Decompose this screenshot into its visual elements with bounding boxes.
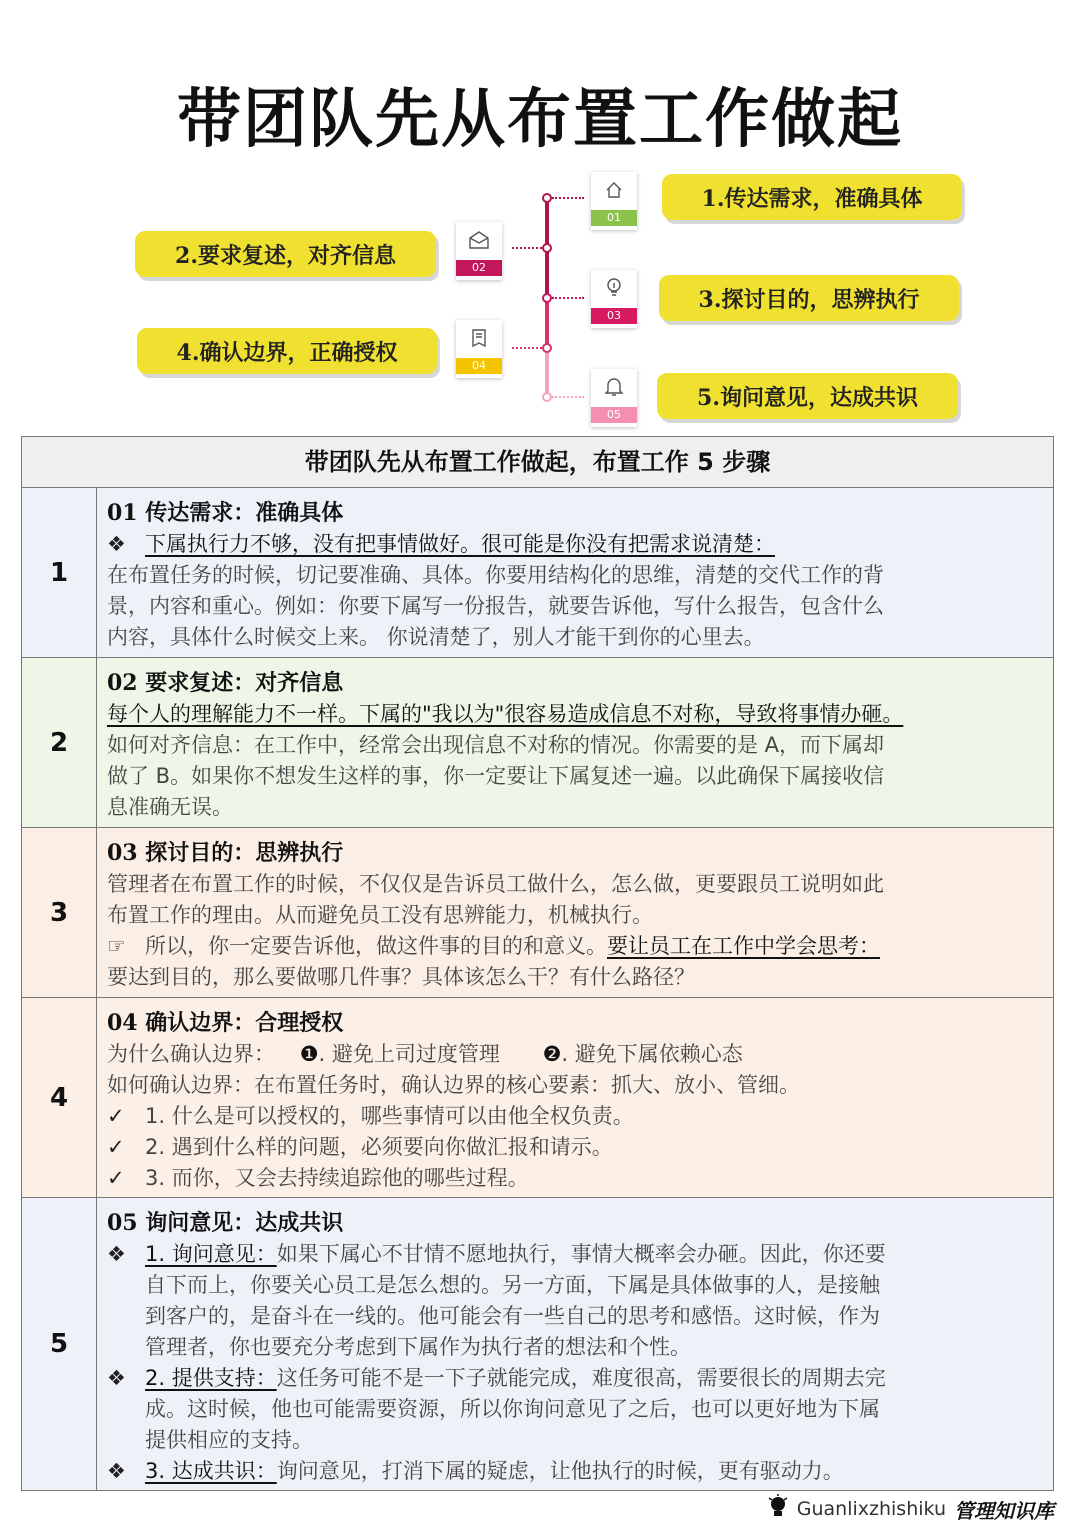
- home-icon: [591, 172, 637, 208]
- step-number: 01: [591, 210, 637, 226]
- checkmark-icon: ✓: [107, 1135, 125, 1159]
- timeline-segment: [545, 298, 549, 348]
- row-heading: 04 确认边界：合理授权: [107, 1010, 344, 1036]
- timeline-dot: [542, 193, 552, 203]
- footer-brand-name: 管理知识库: [954, 1498, 1054, 1523]
- body-line: 管理者，你也要充分考虑到下属作为执行者的想法和个性。: [145, 1335, 691, 1359]
- body-line: 提供相应的支持。: [145, 1428, 313, 1452]
- diamond-bullet-icon: ❖: [107, 1242, 126, 1266]
- body-line: 如何对齐信息：在工作中，经常会出现信息不对称的情况。你需要的是 A，而下属却: [107, 733, 885, 757]
- body-line: 做了 B。如果你不想发生这样的事，你一定要让下属复述一遍。以此确保下属接收信: [107, 764, 885, 788]
- table-row: [22, 1198, 1053, 1490]
- diamond-bullet-icon: ❖: [107, 532, 126, 556]
- body-text: . 避免下属依赖心态: [561, 1042, 743, 1066]
- row-heading: 02 要求复述：对齐信息: [107, 670, 344, 696]
- step-node-02: [456, 222, 502, 280]
- footer-handle: Guanlixzhishiku: [796, 1498, 946, 1520]
- body-line: 要达到目的，那么要做哪几件事？具体该怎么干？有什么路径？: [107, 965, 695, 989]
- timeline-dot: [542, 343, 552, 353]
- item-label: 1. 询问意见：: [145, 1242, 277, 1266]
- row-heading: 03 探讨目的：思辨执行: [107, 840, 344, 866]
- body-line: 息准确无误。: [107, 795, 233, 819]
- row-number: 2: [22, 658, 97, 827]
- step-node-04: [456, 320, 502, 378]
- diamond-bullet-icon: ❖: [107, 1459, 126, 1483]
- footer-brand: [767, 1494, 1054, 1524]
- connector: [512, 347, 542, 349]
- row-heading: 01 传达需求：准确具体: [107, 500, 344, 526]
- body-line: 景，内容和重心。例如：你要下属写一份报告，就要告诉他，写什么报告，包含什么: [107, 594, 884, 618]
- key-point: 下属执行力不够，没有把事情做好。很可能是你没有把需求说清楚：: [145, 532, 775, 556]
- table-row: [22, 488, 1053, 658]
- item-label: 3. 达成共识：: [145, 1459, 277, 1483]
- step-number: 05: [591, 407, 637, 423]
- timeline-dot: [542, 392, 552, 402]
- body-line: 到客户的，是奋斗在一线的。他可能会有一些自己的思考和感悟。这时候，作为: [145, 1304, 880, 1328]
- key-point: 要让员工在工作中学会思考：: [607, 934, 880, 958]
- step-label-1: 1.传达需求，准确具体: [662, 174, 962, 220]
- checkmark-icon: ✓: [107, 1104, 125, 1128]
- body-line: 如何确认边界：在布置任务时，确认边界的核心要素：抓大、放小、管细。: [107, 1073, 800, 1097]
- step-label-5: 5.询问意见，达成共识: [657, 373, 958, 419]
- body-text: 如果下属心不甘情不愿地执行，事情大概率会办砸。因此，你还要: [276, 1242, 886, 1266]
- lightbulb-icon: [591, 270, 637, 306]
- document-icon: [456, 320, 502, 356]
- diamond-bullet-icon: ❖: [107, 1366, 126, 1390]
- connector: [512, 247, 542, 249]
- key-point: 每个人的理解能力不一样。下属的"我以为"很容易造成信息不对称，导致将事情办砸。: [107, 702, 904, 726]
- step-node-01: [591, 172, 637, 230]
- body-text: 所以，你一定要告诉他，做这件事的目的和意义。: [145, 934, 607, 958]
- row-content: [97, 488, 1053, 657]
- row-number: 4: [22, 998, 97, 1197]
- body-text: 为什么确认边界：: [107, 1042, 275, 1066]
- connector: [552, 197, 584, 199]
- table-row: [22, 998, 1053, 1198]
- timeline-segment: [545, 348, 549, 398]
- page-title: 带团队先从布置工作做起: [177, 82, 903, 157]
- step-node-05: [591, 369, 637, 427]
- row-content: [97, 828, 1053, 997]
- body-text: . 避免上司过度管理: [318, 1042, 500, 1066]
- connector: [552, 297, 584, 299]
- number-two-icon: ❷: [542, 1042, 562, 1066]
- body-line: 在布置任务的时候，切记要准确、具体。你要用结构化的思维，清楚的交代工作的背: [107, 563, 884, 587]
- lightbulb-icon: [767, 1494, 789, 1524]
- body-line: 管理者在布置工作的时候，不仅仅是告诉员工做什么，怎么做，更要跟员工说明如此: [107, 872, 884, 896]
- body-text: 这任务可能不是一下子就能完成，难度很高，需要很长的周期去完: [276, 1366, 886, 1390]
- table-header: 带团队先从布置工作做起，布置工作 5 步骤: [22, 437, 1053, 488]
- row-number: 5: [22, 1198, 97, 1490]
- step-number: 02: [456, 260, 502, 276]
- step-label-2: 2.要求复述，对齐信息: [135, 231, 436, 277]
- bell-icon: [591, 369, 637, 405]
- connector: [552, 396, 584, 398]
- check-item: 3. 而你，又会去持续追踪他的哪些过程。: [145, 1166, 529, 1190]
- row-number: 1: [22, 488, 97, 657]
- row-content: [97, 998, 1053, 1197]
- row-content: [97, 658, 1053, 827]
- step-node-03: [591, 270, 637, 328]
- table-row: [22, 828, 1053, 998]
- step-number: 04: [456, 358, 502, 374]
- pointing-hand-icon: ☞: [107, 934, 126, 958]
- body-line: 自下而上，你要关心员工是怎么想的。另一方面，下属是具体做事的人，是接触: [145, 1273, 880, 1297]
- step-label-3: 3.探讨目的，思辨执行: [659, 275, 959, 321]
- step-label-4: 4.确认边界，正确授权: [137, 328, 437, 374]
- item-label: 2. 提供支持：: [145, 1366, 277, 1390]
- body-line: 内容，具体什么时候交上来。 你说清楚了，别人才能干到你的心里去。: [107, 625, 765, 649]
- timeline-dot: [542, 293, 552, 303]
- checkmark-icon: ✓: [107, 1166, 125, 1190]
- body-text: 询问意见，打消下属的疑虑，让他执行的时候，更有驱动力。: [276, 1459, 844, 1483]
- table-row: [22, 658, 1053, 828]
- row-number: 3: [22, 828, 97, 997]
- row-heading: 05 询问意见：达成共识: [107, 1210, 344, 1236]
- check-item: 1. 什么是可以授权的，哪些事情可以由他全权负责。: [145, 1104, 634, 1128]
- body-line: 成。这时候，他也可能需要资源，所以你询问意见了之后，也可以更好地为下属: [145, 1397, 880, 1421]
- number-one-icon: ❶: [299, 1042, 319, 1066]
- check-item: 2. 遇到什么样的问题，必须要向你做汇报和请示。: [145, 1135, 613, 1159]
- steps-table: [21, 436, 1054, 1491]
- body-line: 布置工作的理由。从而避免员工没有思辨能力，机械执行。: [107, 903, 653, 927]
- timeline-dot: [542, 243, 552, 253]
- mail-icon: [456, 222, 502, 258]
- step-number: 03: [591, 308, 637, 324]
- row-content: [97, 1198, 1053, 1490]
